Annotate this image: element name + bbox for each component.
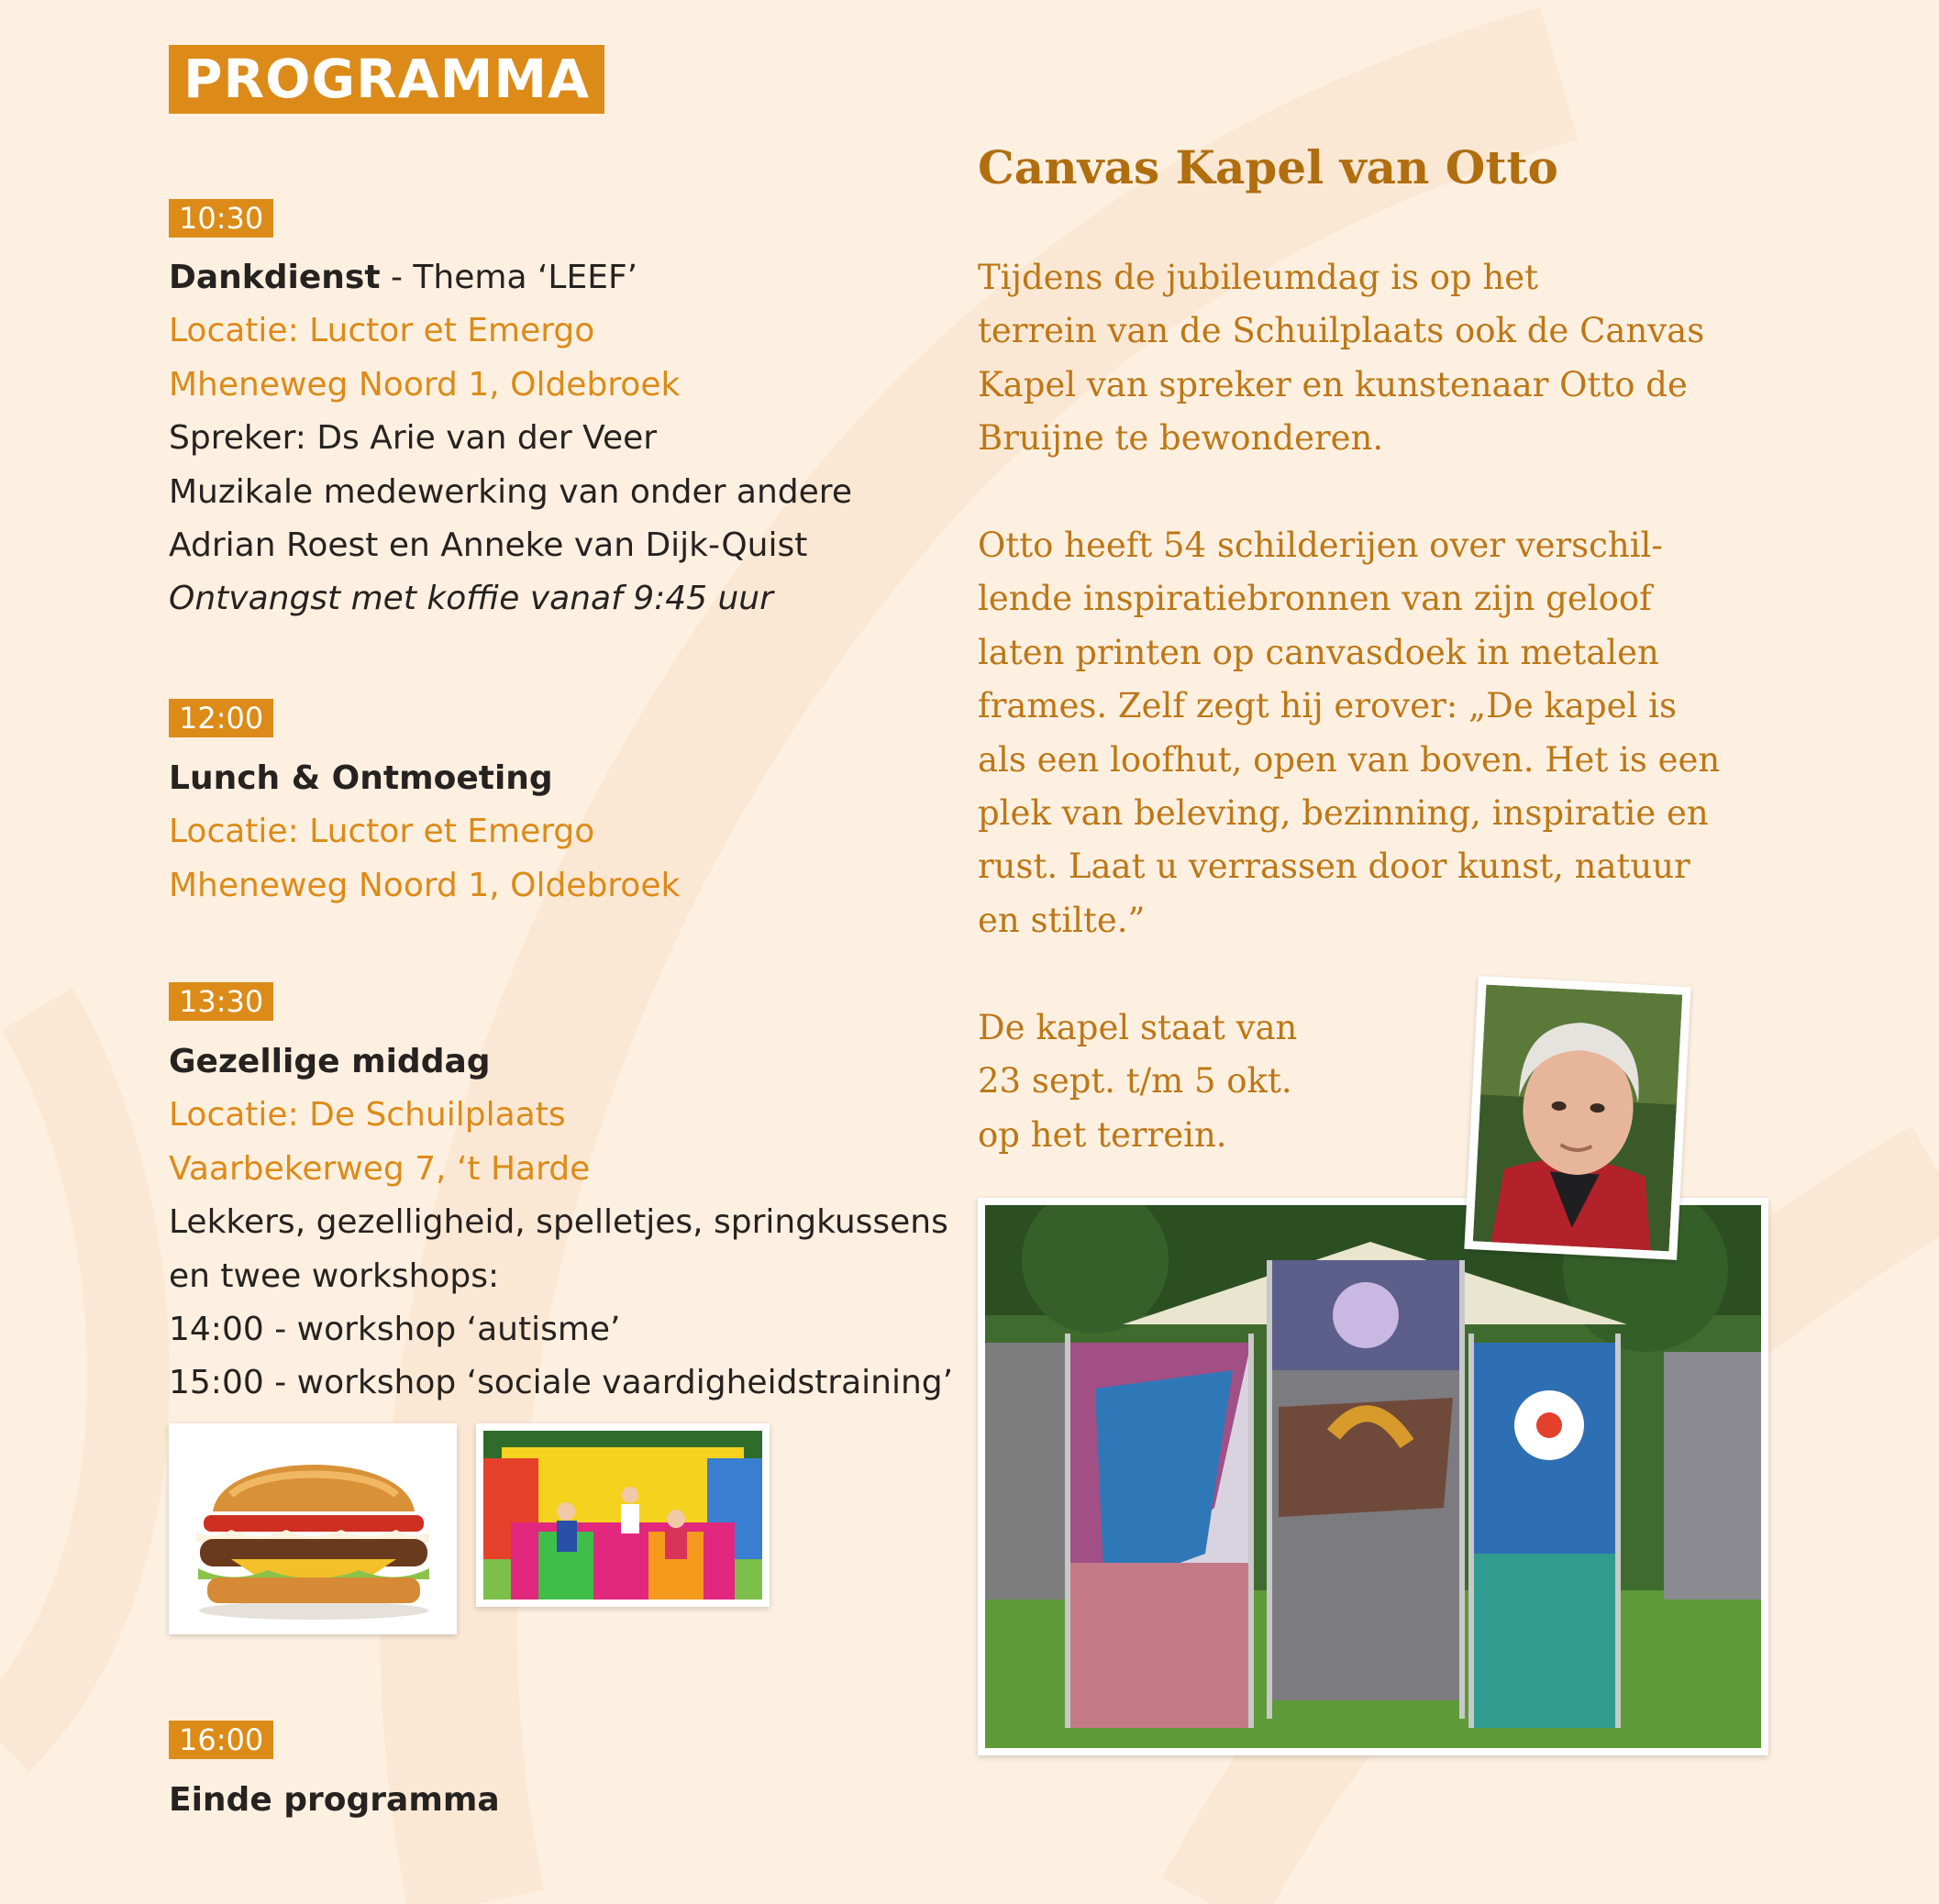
paragraph-line: frames. Zelf zegt hij erover: „De kapel is — [978, 686, 1677, 726]
chapel-photo — [985, 1205, 1761, 1748]
portrait-photo — [1473, 985, 1682, 1252]
chapel-photo-frame — [978, 1198, 1768, 1755]
activities-text-1: Lekkers, gezelligheid, spelletjes, springkussens — [169, 1203, 948, 1242]
location-text: Locatie: Luctor et Emergo — [169, 312, 595, 350]
canvas-title: Canvas Kapel van Otto — [978, 140, 1558, 194]
time-badge-1330: 13:30 — [169, 982, 273, 1021]
program-title: Lunch & Ontmoeting — [169, 759, 553, 797]
program-title: Einde programma — [169, 1781, 500, 1819]
address-text: Mheneweg Noord 1, Oldebroek — [169, 365, 681, 404]
bouncy-castle-photo-frame — [476, 1423, 770, 1607]
speaker-text: Spreker: Ds Arie van der Veer — [169, 419, 658, 458]
program-block-einde — [169, 1774, 976, 1827]
program-title: Gezellige middag — [169, 1043, 491, 1080]
paragraph-line: Bruijne te bewonderen. — [978, 418, 1384, 459]
location-text: Locatie: Luctor et Emergo — [169, 813, 595, 851]
paragraph-line: terrein van de Schuilplaats ook de Canvas — [978, 311, 1705, 351]
paragraph-line: als een loofhut, open van boven. Het is een — [978, 739, 1721, 780]
program-title: Dankdienst — [169, 259, 381, 296]
time-badge-1030: 10:30 — [169, 199, 273, 238]
bouncy-castle-photo — [483, 1431, 762, 1600]
paragraph-line: Tijdens de jubileumdag is op het — [978, 258, 1539, 297]
paragraph-line: plek van beleving, bezinning, inspiratie en — [978, 793, 1709, 834]
paragraph-line: Kapel van spreker en kunstenaar Otto de — [978, 364, 1688, 404]
program-theme: - Thema ‘LEEF’ — [380, 259, 638, 296]
paragraph-line: op het terrein. — [978, 1114, 1227, 1155]
burger-photo-frame — [169, 1423, 457, 1634]
music-text-1: Muzikale medewerking van onder andere — [169, 472, 852, 511]
paragraph-line: Otto heeft 54 schilderijen over verschil- — [978, 526, 1663, 565]
paragraph-line: 23 sept. t/m 5 okt. — [978, 1061, 1292, 1101]
music-text-2: Adrian Roest en Anneke van Dijk-Quist — [169, 526, 808, 565]
workshop-1-text: 14:00 - workshop ‘autisme’ — [169, 1311, 621, 1349]
program-block-dankdienst — [169, 251, 976, 626]
time-badge-1200: 12:00 — [169, 699, 273, 737]
paragraph-line: De kapel staat van — [978, 1008, 1298, 1047]
paragraph-line: rust. Laat u verrassen door kunst, natuur — [978, 847, 1690, 887]
page-title: PROGRAMMA — [169, 45, 604, 114]
time-badge-1600: 16:00 — [169, 1721, 273, 1759]
paragraph-line: laten printen op canvasdoek in metalen — [978, 632, 1659, 672]
portrait-photo-frame — [1464, 976, 1690, 1260]
paragraph-line: lende inspiratiebronnen van zijn geloof — [978, 579, 1652, 619]
reception-text: Ontvangst met koffie vanaf 9:45 uur — [169, 580, 773, 618]
canvas-paragraph-1 — [978, 251, 1785, 466]
paragraph-line: en stilte.” — [978, 900, 1146, 940]
address-text: Mheneweg Noord 1, Oldebroek — [169, 866, 681, 904]
program-title-line — [169, 251, 976, 304]
workshop-2-text: 15:00 - workshop ‘sociale vaardigheidstraining’ — [169, 1364, 954, 1402]
address-text: Vaarbekerweg 7, ‘t Harde — [169, 1149, 591, 1188]
canvas-paragraph-2 — [978, 519, 1785, 947]
program-block-lunch — [169, 752, 976, 913]
canvas-paragraph-3 — [978, 1002, 1455, 1162]
burger-photo — [176, 1431, 449, 1627]
location-text: Locatie: De Schuilplaats — [169, 1096, 566, 1135]
program-block-middag — [169, 1035, 976, 1411]
activities-text-2: en twee workshops: — [169, 1256, 500, 1295]
